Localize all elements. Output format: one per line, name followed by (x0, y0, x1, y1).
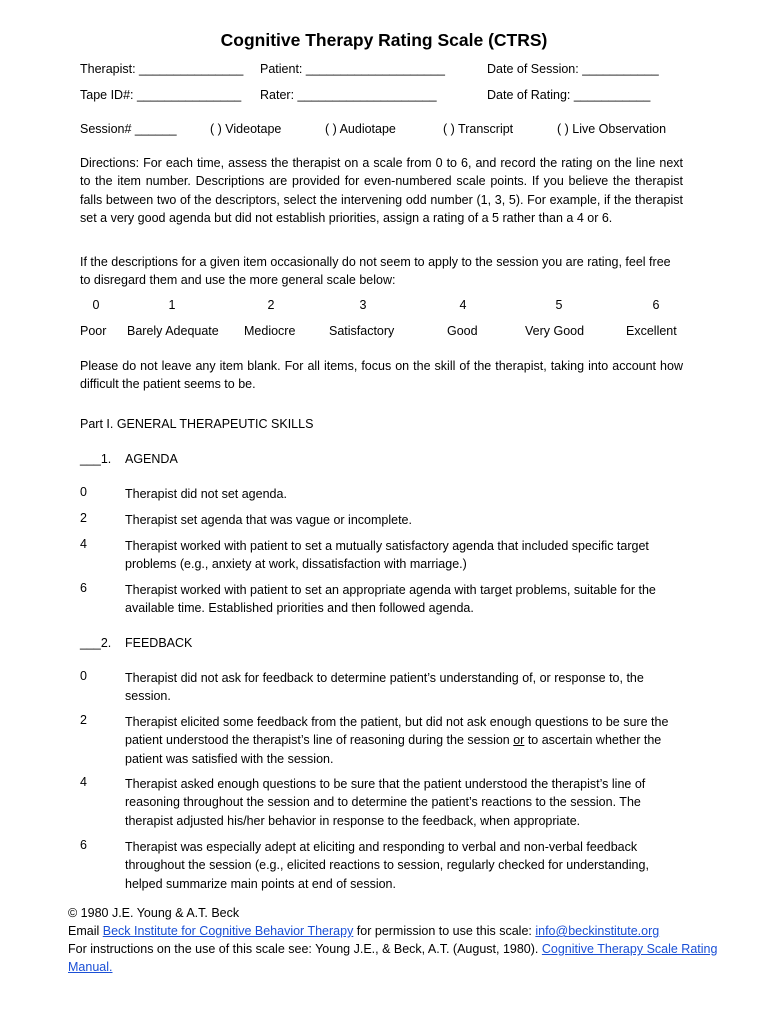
scale-number: 5 (555, 298, 563, 312)
level-description: Therapist worked with patient to set a mutually satisfactory agenda that included specific target problems (e.g., anxiety at work, dissatisfaction with marriage.) (125, 539, 649, 572)
level-score: 4 (80, 775, 87, 789)
scale-label: Mediocre (244, 324, 296, 338)
level-description (125, 713, 685, 768)
scale-label: Good (447, 324, 478, 338)
instructions-reference-line (68, 942, 717, 956)
email-mid: for permission to use this scale: (353, 924, 536, 938)
scale-number: 6 (652, 298, 660, 312)
scale-label: Excellent (626, 324, 677, 338)
level-description-part: to ascertain whether the patient was satisfied with the session. (125, 733, 662, 766)
scale-label: Very Good (525, 324, 585, 338)
copyright-notice: © 1980 J.E. Young & A.T. Beck (68, 906, 240, 920)
level-description: Therapist set agenda that was vague or incomplete. (125, 513, 412, 527)
scale-number: 2 (267, 298, 275, 312)
item-rating-blank[interactable]: ___2. (80, 636, 112, 650)
beck-institute-link[interactable]: Beck Institute for Cognitive Behavior Therapy (102, 924, 354, 938)
level-description: Therapist worked with patient to set an appropriate agenda with target problems, suitable for the available time. Established priorities and then followed agenda. (125, 583, 656, 616)
scale-label: Satisfactory (329, 324, 395, 338)
level-score: 4 (80, 537, 87, 551)
level-description: Therapist did not set agenda. (125, 487, 287, 501)
instructions-paragraph: Please do not leave any item blank. For all items, focus on the skill of the therapist, taking into account how difficult the patient seems to be. (80, 359, 683, 392)
instructions-reference-prefix: For instructions on the use of this scale see: Young J.E., & Beck, A.T. (August, 1980). (68, 942, 542, 956)
scale-label: Barely Adequate (127, 324, 219, 338)
email-link[interactable]: info@beckinstitute.org (535, 924, 660, 938)
patient-field[interactable]: Patient: ____________________ (260, 62, 445, 76)
level-description: Therapist was especially adept at eliciting and responding to verbal and non-verbal feedback throughout the session (e.g., elicited reactions to session, regularly checked for understanding, helped summarize main points at end of session. (125, 840, 649, 891)
live-observation-option[interactable]: ( ) Live Observation (557, 122, 667, 136)
scale-number: 4 (459, 298, 467, 312)
session-number-field[interactable]: Session# ______ (80, 122, 177, 136)
item-title-agenda: AGENDA (125, 452, 178, 466)
email-line (68, 924, 659, 938)
transcript-option[interactable]: ( ) Transcript (443, 122, 514, 136)
manual-link[interactable]: Cognitive Therapy Scale Rating (541, 942, 718, 956)
scale-label: Poor (80, 324, 107, 338)
scale-number: 3 (359, 298, 367, 312)
directions-paragraph: Directions: For each time, assess the therapist on a scale from 0 to 6, and record the rating on the line next to the item number. Descriptions are provided for even-numbered scale points. If you believe the therapist falls between two of the descriptors, select the intervening odd number (1, 3, 5). For example, if the therapist set a very good agenda but did not establish priorities, assign a rating of a 5 rather than a 4 or 6. (80, 156, 683, 225)
item-title-feedback: FEEDBACK (125, 636, 193, 650)
general-scale-intro: If the descriptions for a given item occasionally do not seem to apply to the session you are rating, feel free to disregard them and use the more general scale below: (80, 255, 671, 288)
email-prefix: Email (68, 924, 103, 938)
level-score: 0 (80, 485, 87, 499)
tape-id-field[interactable]: Tape ID#: _______________ (80, 88, 242, 102)
date-of-session-field[interactable]: Date of Session: ___________ (487, 62, 659, 76)
level-score: 6 (80, 581, 87, 595)
rater-field[interactable]: Rater: ____________________ (260, 88, 437, 102)
level-description-part: Therapist elicited some feedback from the patient, but did not ask enough questions to be sure the patient understood the therapist’s line of reasoning during the session (125, 715, 669, 748)
audiotape-option[interactable]: ( ) Audiotape (325, 122, 396, 136)
scale-number: 1 (168, 298, 176, 312)
item-rating-blank[interactable]: ___1. (80, 452, 112, 466)
date-of-rating-field[interactable]: Date of Rating: ___________ (487, 88, 651, 102)
videotape-option[interactable]: ( ) Videotape (210, 122, 282, 136)
manual-link-continued[interactable]: Manual. (68, 960, 113, 974)
level-score: 0 (80, 669, 87, 683)
level-score: 6 (80, 838, 87, 852)
part1-heading: Part I. GENERAL THERAPEUTIC SKILLS (80, 417, 314, 431)
level-description: Therapist did not ask for feedback to determine patient’s understanding of, or response to, the session. (125, 671, 644, 704)
therapist-field[interactable]: Therapist: _______________ (80, 62, 244, 76)
level-score: 2 (80, 511, 87, 525)
level-score: 2 (80, 713, 87, 727)
manual-link-continued-line (68, 960, 112, 974)
scale-number: 0 (92, 298, 100, 312)
emphasis-or: or (513, 733, 525, 748)
page-title: Cognitive Therapy Rating Scale (CTRS) (220, 30, 548, 50)
level-description: Therapist asked enough questions to be sure that the patient understood the therapist’s line of reasoning throughout the session and to determine the patient’s reactions to the session. The therapist adjusted his/her behavior in response to the feedback, when appropriate. (125, 777, 646, 828)
